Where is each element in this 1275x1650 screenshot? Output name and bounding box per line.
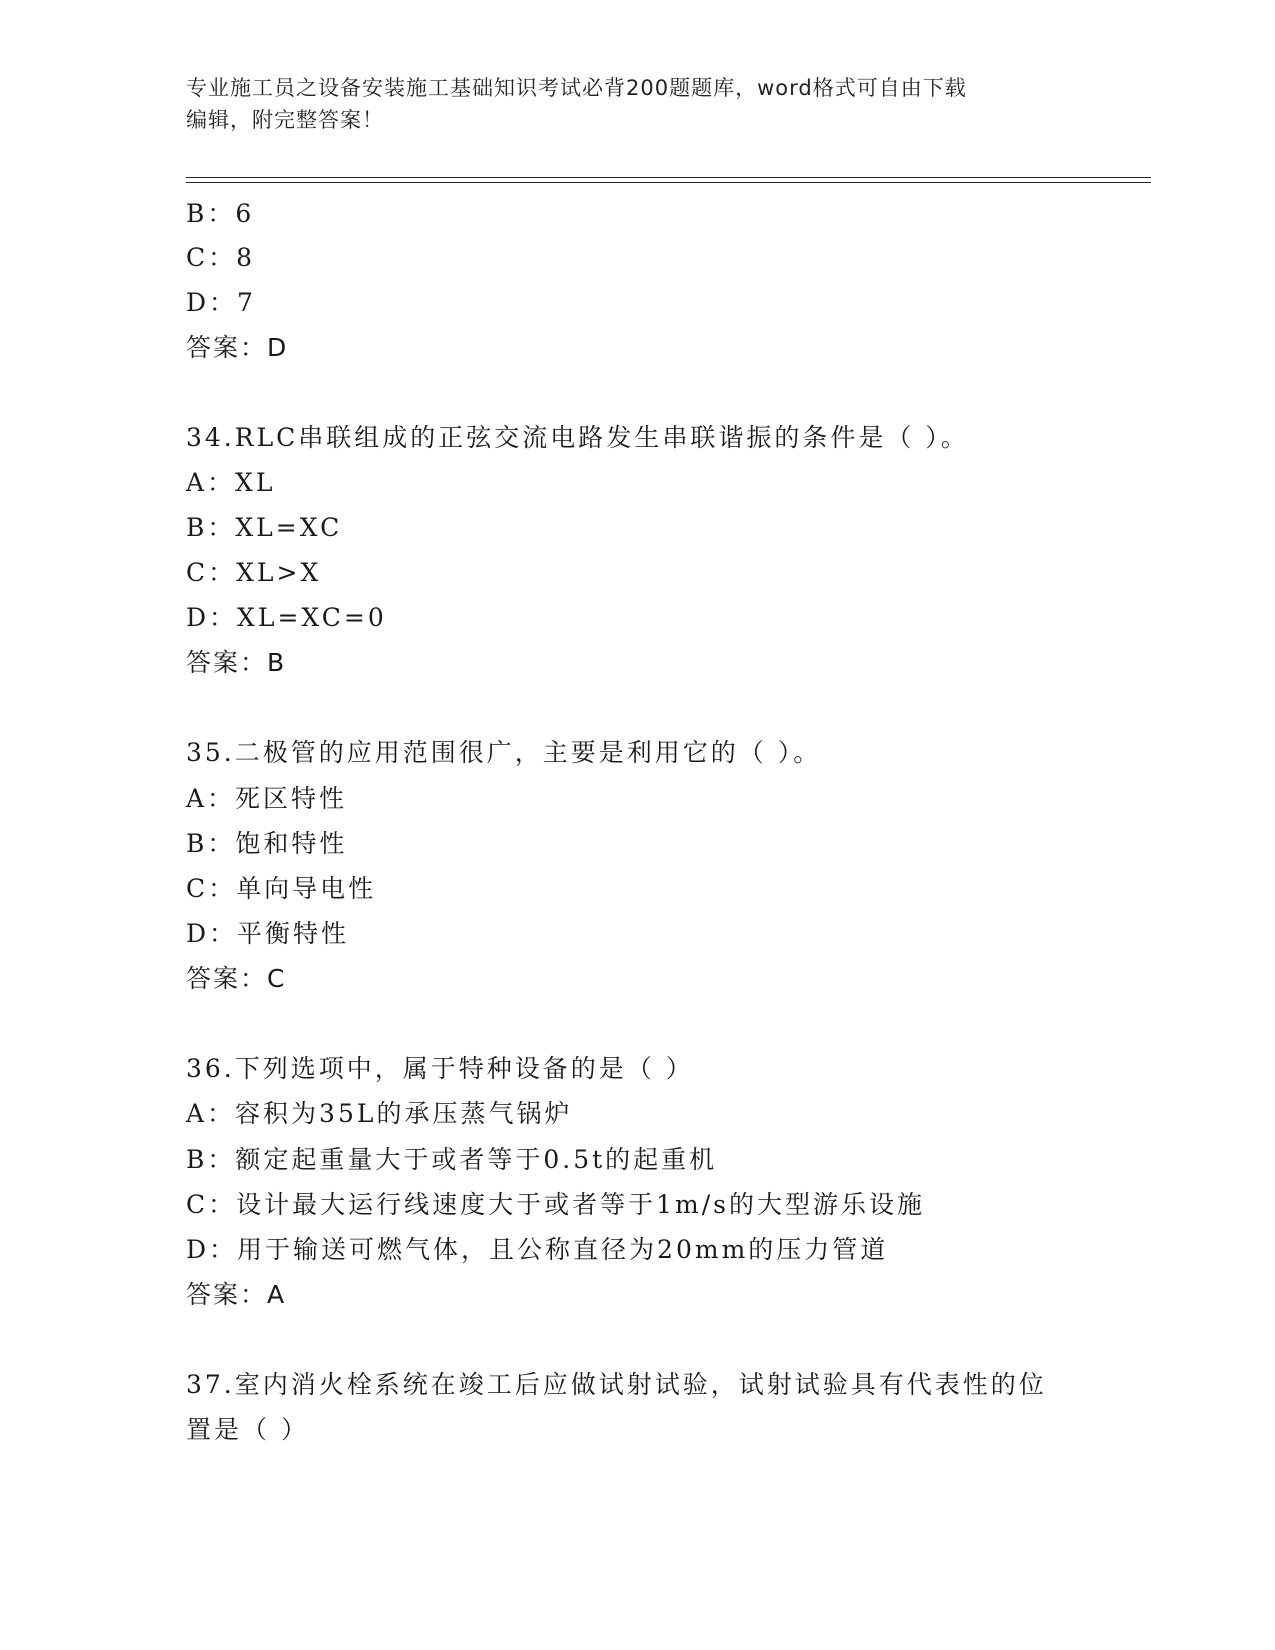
question-stem: 34.RLC串联组成的正弦交流电路发生串联谐振的条件是（ ）。	[186, 423, 969, 452]
header-divider-top	[186, 177, 1151, 178]
option-d: D：7	[186, 288, 256, 317]
option-b: B：额定起重量大于或者等于0.5t的起重机	[186, 1145, 718, 1174]
question-stem: 37.室内消火栓系统在竣工后应做试射试验，试射试验具有代表性的位	[186, 1370, 1047, 1399]
header-divider-bottom	[186, 182, 1151, 183]
answer-label: 答案：A	[186, 1280, 287, 1309]
header-line-1: 专业施工员之设备安装施工基础知识考试必背200题题库，word格式可自由下载	[186, 76, 967, 100]
option-c: C：8	[186, 243, 256, 272]
question-stem: 35.二极管的应用范围很广，主要是利用它的（ ）。	[186, 738, 822, 767]
option-a: A：容积为35L的承压蒸气锅炉	[186, 1099, 573, 1128]
option-a: A：死区特性	[186, 784, 348, 813]
option-c: C：设计最大运行线速度大于或者等于1m/s的大型游乐设施	[186, 1190, 925, 1219]
option-d: D：XL=XC=0	[186, 603, 387, 632]
header-line-2: 编辑，附完整答案！	[186, 108, 384, 132]
option-c: C：单向导电性	[186, 874, 377, 903]
option-c: C：XL>X	[186, 558, 322, 587]
option-b: B：饱和特性	[186, 829, 348, 858]
answer-label: 答案：C	[186, 964, 287, 993]
document-header	[186, 72, 1066, 136]
option-b: B：XL=XC	[186, 513, 343, 542]
question-stem: 36.下列选项中，属于特种设备的是（ ）	[186, 1054, 694, 1083]
option-d: D：用于输送可燃气体，且公称直径为20mm的压力管道	[186, 1235, 889, 1264]
answer-label: 答案：B	[186, 648, 287, 677]
option-d: D：平衡特性	[186, 919, 350, 948]
answer-label: 答案：D	[186, 333, 289, 362]
option-a: A：XL	[186, 468, 276, 497]
question-stem-continued: 置是（ ）	[186, 1415, 309, 1444]
option-b: B：6	[186, 199, 255, 228]
